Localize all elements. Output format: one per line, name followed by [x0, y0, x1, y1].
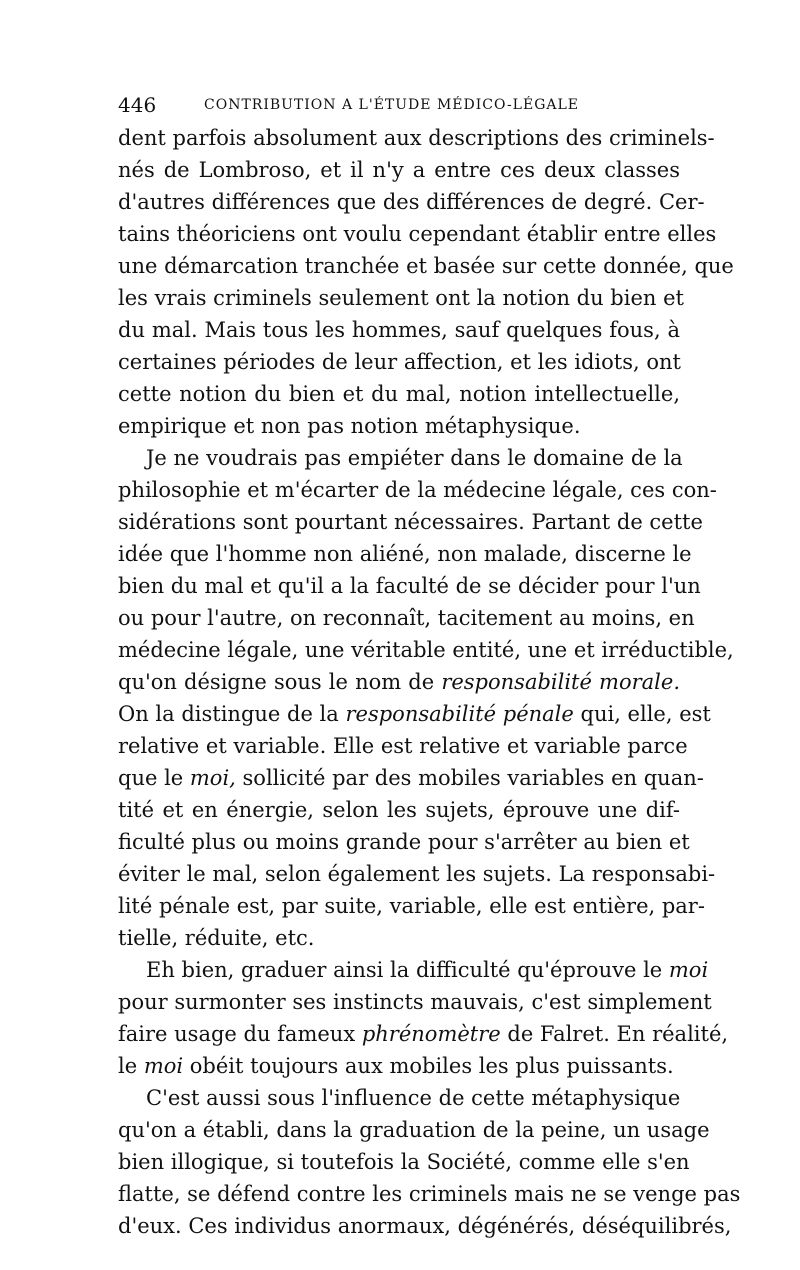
text-segment: une démarcation tranchée et basée sur cette donnée, que [118, 254, 734, 278]
text-line [118, 1146, 690, 1178]
text-line [118, 890, 705, 922]
italic-text: moi, [189, 766, 236, 790]
italic-text: responsabilité pénale [345, 702, 574, 726]
text-segment: cette notion du bien et du mal, notion intellectuelle, [118, 382, 680, 406]
text-segment: bien illogique, si toutefois la Société, comme elle s'en [118, 1150, 690, 1174]
text-line [118, 282, 684, 314]
text-segment: relative et variable. Elle est relative et variable parce [118, 734, 688, 758]
italic-text: moi [668, 958, 709, 982]
text-segment: faire usage du fameux [118, 1022, 362, 1046]
text-segment: empirique et non pas notion métaphysique. [118, 414, 581, 438]
page-header [118, 88, 680, 122]
text-line [118, 186, 705, 218]
italic-text: responsabilité morale. [441, 670, 680, 694]
text-segment: d'autres différences que des différences de degré. Cer- [118, 190, 705, 214]
text-segment: du mal. Mais tous les hommes, sauf quelques fous, à [118, 318, 680, 342]
text-segment: qui, elle, est [573, 702, 711, 726]
text-segment: de Falret. En réalité, [500, 1022, 729, 1046]
text-line [118, 1018, 729, 1050]
text-segment: pour surmonter ses instincts mauvais, c'est simplement [118, 990, 712, 1014]
text-segment: médecine légale, une véritable entité, une et irréductible, [118, 638, 734, 662]
text-line [118, 1114, 710, 1146]
page-number: 446 [118, 93, 157, 117]
text-segment: sollicité par des mobiles variables en quan- [235, 766, 704, 790]
text-segment: C'est aussi sous l'influence de cette métaphysique [146, 1086, 681, 1110]
text-line [118, 442, 683, 474]
text-line [118, 1178, 741, 1210]
text-segment: sidérations sont pourtant nécessaires. Partant de cette [118, 510, 703, 534]
text-segment: qu'on désigne sous le nom de [118, 670, 442, 694]
text-line [118, 378, 680, 410]
book-page [118, 88, 741, 1242]
text-segment: tains théoriciens ont voulu cependant établir entre elles [118, 222, 717, 246]
text-line [118, 218, 717, 250]
text-segment: Eh bien, graduer ainsi la difficulté qu'éprouve le [146, 958, 669, 982]
text-line [118, 538, 692, 570]
text-line [118, 250, 734, 282]
text-segment: les vrais criminels seulement ont la notion du bien et [118, 286, 684, 310]
text-line [118, 410, 680, 442]
text-segment: certaines périodes de leur affection, et les idiots, ont [118, 350, 681, 374]
text-line [118, 1050, 680, 1082]
text-segment: flatte, se défend contre les criminels mais ne se venge pas [118, 1182, 741, 1206]
text-segment: dent parfois absolument aux descriptions des criminels- [118, 126, 715, 150]
text-line [118, 698, 711, 730]
text-segment: le [118, 1054, 144, 1078]
text-segment: ou pour l'autre, on reconnaît, tacitement au moins, en [118, 606, 695, 630]
text-line [118, 634, 734, 666]
text-line [118, 1210, 732, 1242]
text-line [118, 474, 717, 506]
text-segment: d'eux. Ces individus anormaux, dégénérés, déséquilibrés, [118, 1214, 732, 1238]
text-line [118, 762, 704, 794]
text-line [118, 986, 712, 1018]
text-line [118, 730, 688, 762]
text-segment: que le [118, 766, 190, 790]
text-line [118, 826, 690, 858]
text-line [118, 794, 680, 826]
text-segment: bien du mal et qu'il a la faculté de se décider pour l'un [118, 574, 701, 598]
text-line [118, 314, 680, 346]
text-line [118, 602, 695, 634]
text-line [118, 346, 680, 378]
text-segment: tité et en énergie, selon les sujets, éprouve une dif- [118, 798, 680, 822]
text-segment: On la distingue de la [118, 702, 346, 726]
text-line [118, 666, 680, 698]
text-line [118, 570, 701, 602]
text-segment: éviter le mal, selon également les sujets. La responsabi- [118, 862, 716, 886]
text-segment: ficulté plus ou moins grande pour s'arrêter au bien et [118, 830, 690, 854]
text-line [118, 122, 715, 154]
text-line [118, 922, 680, 954]
body-text [118, 122, 741, 1242]
text-segment: philosophie et m'écarter de la médecine légale, ces con- [118, 478, 717, 502]
running-head: CONTRIBUTION A L'ÉTUDE MÉDICO-LÉGALE [204, 97, 580, 113]
text-segment: nés de Lombroso, et il n'y a entre ces deux classes [118, 158, 680, 182]
text-segment: tielle, réduite, etc. [118, 926, 315, 950]
text-line [118, 154, 680, 186]
text-line [118, 954, 709, 986]
text-segment: lité pénale est, par suite, variable, elle est entière, par- [118, 894, 705, 918]
italic-text: moi [143, 1054, 184, 1078]
text-line [118, 506, 703, 538]
text-segment: Je ne voudrais pas empiéter dans le domaine de la [146, 446, 683, 470]
text-segment: obéit toujours aux mobiles les plus puissants. [183, 1054, 674, 1078]
text-line [118, 1082, 680, 1114]
italic-text: phrénomètre [361, 1022, 501, 1046]
text-line [118, 858, 716, 890]
text-segment: qu'on a établi, dans la graduation de la peine, un usage [118, 1118, 710, 1142]
text-segment: idée que l'homme non aliéné, non malade, discerne le [118, 542, 692, 566]
